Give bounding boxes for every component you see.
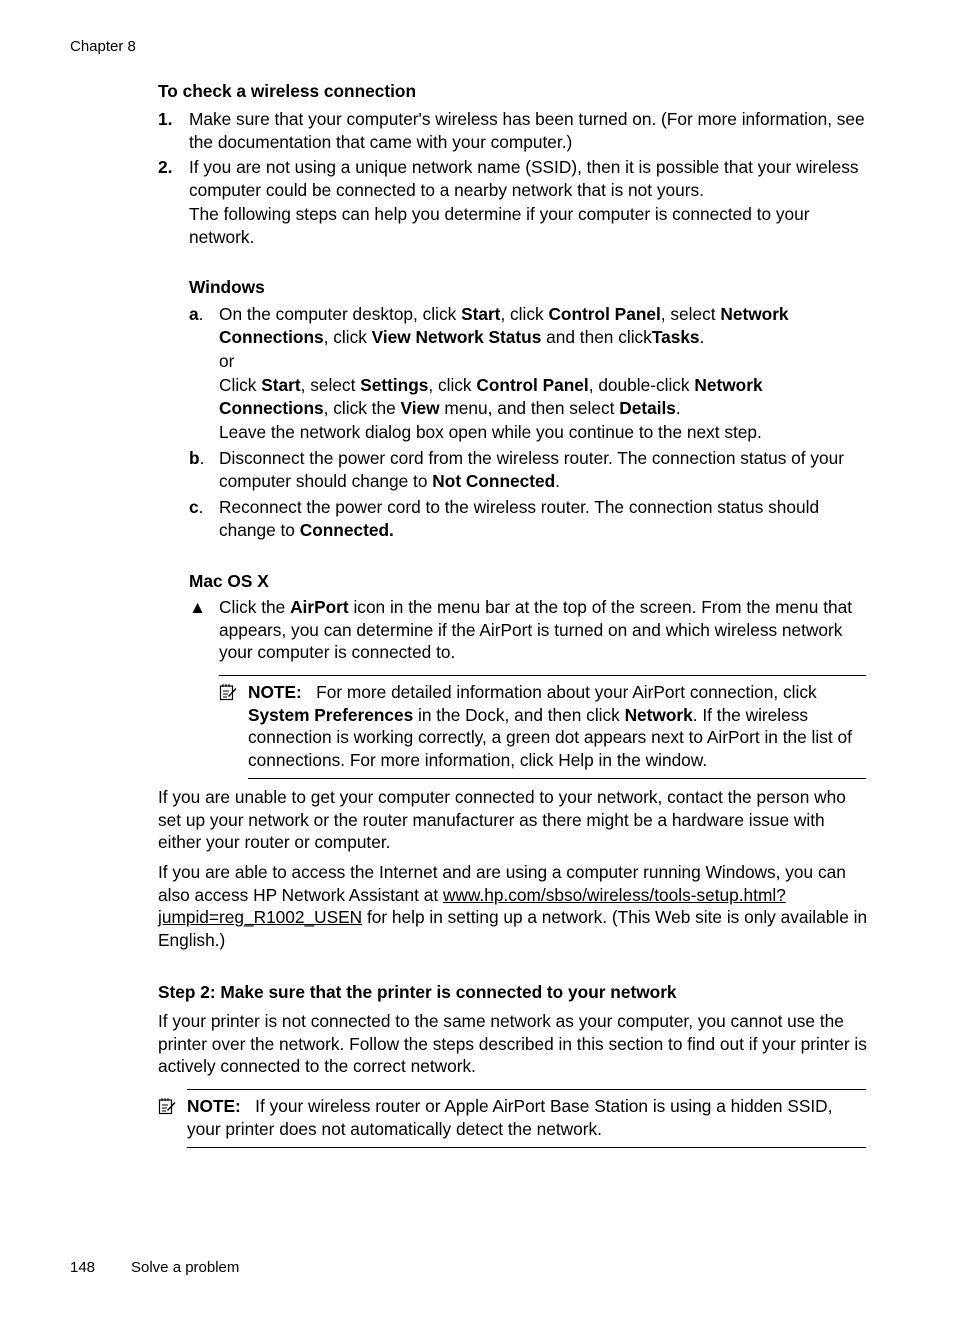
chapter-header: Chapter 8 [70, 38, 136, 55]
page-number: 148 [70, 1259, 96, 1276]
substep-a-note: Leave the network dialog box open while you continue to the next step. [219, 422, 762, 442]
step-2-text: If you are not using a unique network name (SSID), then it is possible that your wireless computer could be connected to a nearby network that is not yours. [189, 157, 859, 200]
section-title-wireless: To check a wireless connection [158, 81, 417, 101]
substep-a-label: a. [189, 304, 204, 324]
substep-a-or: or [219, 351, 235, 371]
section-title-step2: Step 2: Make sure that the printer is connected to your network [158, 982, 677, 1002]
page-footer [70, 1257, 239, 1280]
triangle-bullet-icon: ▲ [189, 597, 207, 617]
substep-b-text: Disconnect the power cord from the wireless router. The connection status of your computer should change to Not Connected. [219, 448, 844, 491]
note-top-rule [219, 675, 866, 676]
note2-bottom-rule [187, 1147, 866, 1148]
substep-a-alt-text: Click Start, select Settings, click Control Panel, double-click Network Connections, click the View menu, and then select Details. [219, 375, 763, 418]
network-assistant-paragraph: If you are able to access the Internet and are using a computer running Windows, you can also access HP Network Assistant at www.hp.com/sbso/wireless/tools-setup.html?jumpid=reg_R1002_USEN for help in setting up a network. (This Web site is only available in English.) [158, 862, 868, 950]
unable-to-connect-paragraph: If you are unable to get your computer connected to your network, contact the person who set up your network or the router manufacturer as there might be a hardware issue with either your router or computer. [158, 787, 846, 852]
footer-title: Solve a problem [131, 1259, 240, 1276]
substep-c-label: c. [189, 497, 204, 517]
step-1-text: Make sure that your computer's wireless has been turned on. (For more information, see the documentation that came with your computer.) [189, 109, 865, 152]
step-number-1: 1. [158, 109, 173, 129]
note-icon [158, 1097, 176, 1115]
substep-b-label: b. [189, 448, 205, 468]
substep-a-text: On the computer desktop, click Start, click Control Panel, select Network Connections, click View Network Status and then clickTasks. [219, 304, 789, 347]
substep-c-text: Reconnect the power cord to the wireless router. The connection status should change to Connected. [219, 497, 820, 540]
mac-note-text: NOTE: For more detailed information about your AirPort connection, click System Preferences in the Dock, and then click Network. If the wireless connection is working correctly, a green dot appears next to AirPort in the list of connections. For more information, click Help in the window. [248, 682, 852, 770]
note-bottom-rule [248, 778, 866, 779]
windows-heading: Windows [189, 277, 265, 297]
step-2-extra: The following steps can help you determine if your computer is connected to your network. [189, 204, 810, 247]
note-icon [219, 683, 237, 701]
step2-note-text: NOTE: If your wireless router or Apple AirPort Base Station is using a hidden SSID, your printer does not automatically detect the network. [187, 1096, 833, 1139]
step2-paragraph: If your printer is not connected to the same network as your computer, you cannot use the printer over the network. Follow the steps described in this section to find out if your printer is actively connected to the correct network. [158, 1011, 867, 1076]
step-number-2: 2. [158, 157, 173, 177]
hp-network-assistant-link[interactable]: www.hp.com/sbso/wireless/tools-setup.html?jumpid=reg_R1002_USEN [158, 884, 786, 927]
note2-top-rule [187, 1089, 866, 1090]
mac-step-text: Click the AirPort icon in the menu bar at the top of the screen. From the menu that appears, you can determine if the AirPort is turned on and which wireless network your computer is connected to. [219, 597, 853, 662]
mac-heading: Mac OS X [189, 571, 269, 591]
